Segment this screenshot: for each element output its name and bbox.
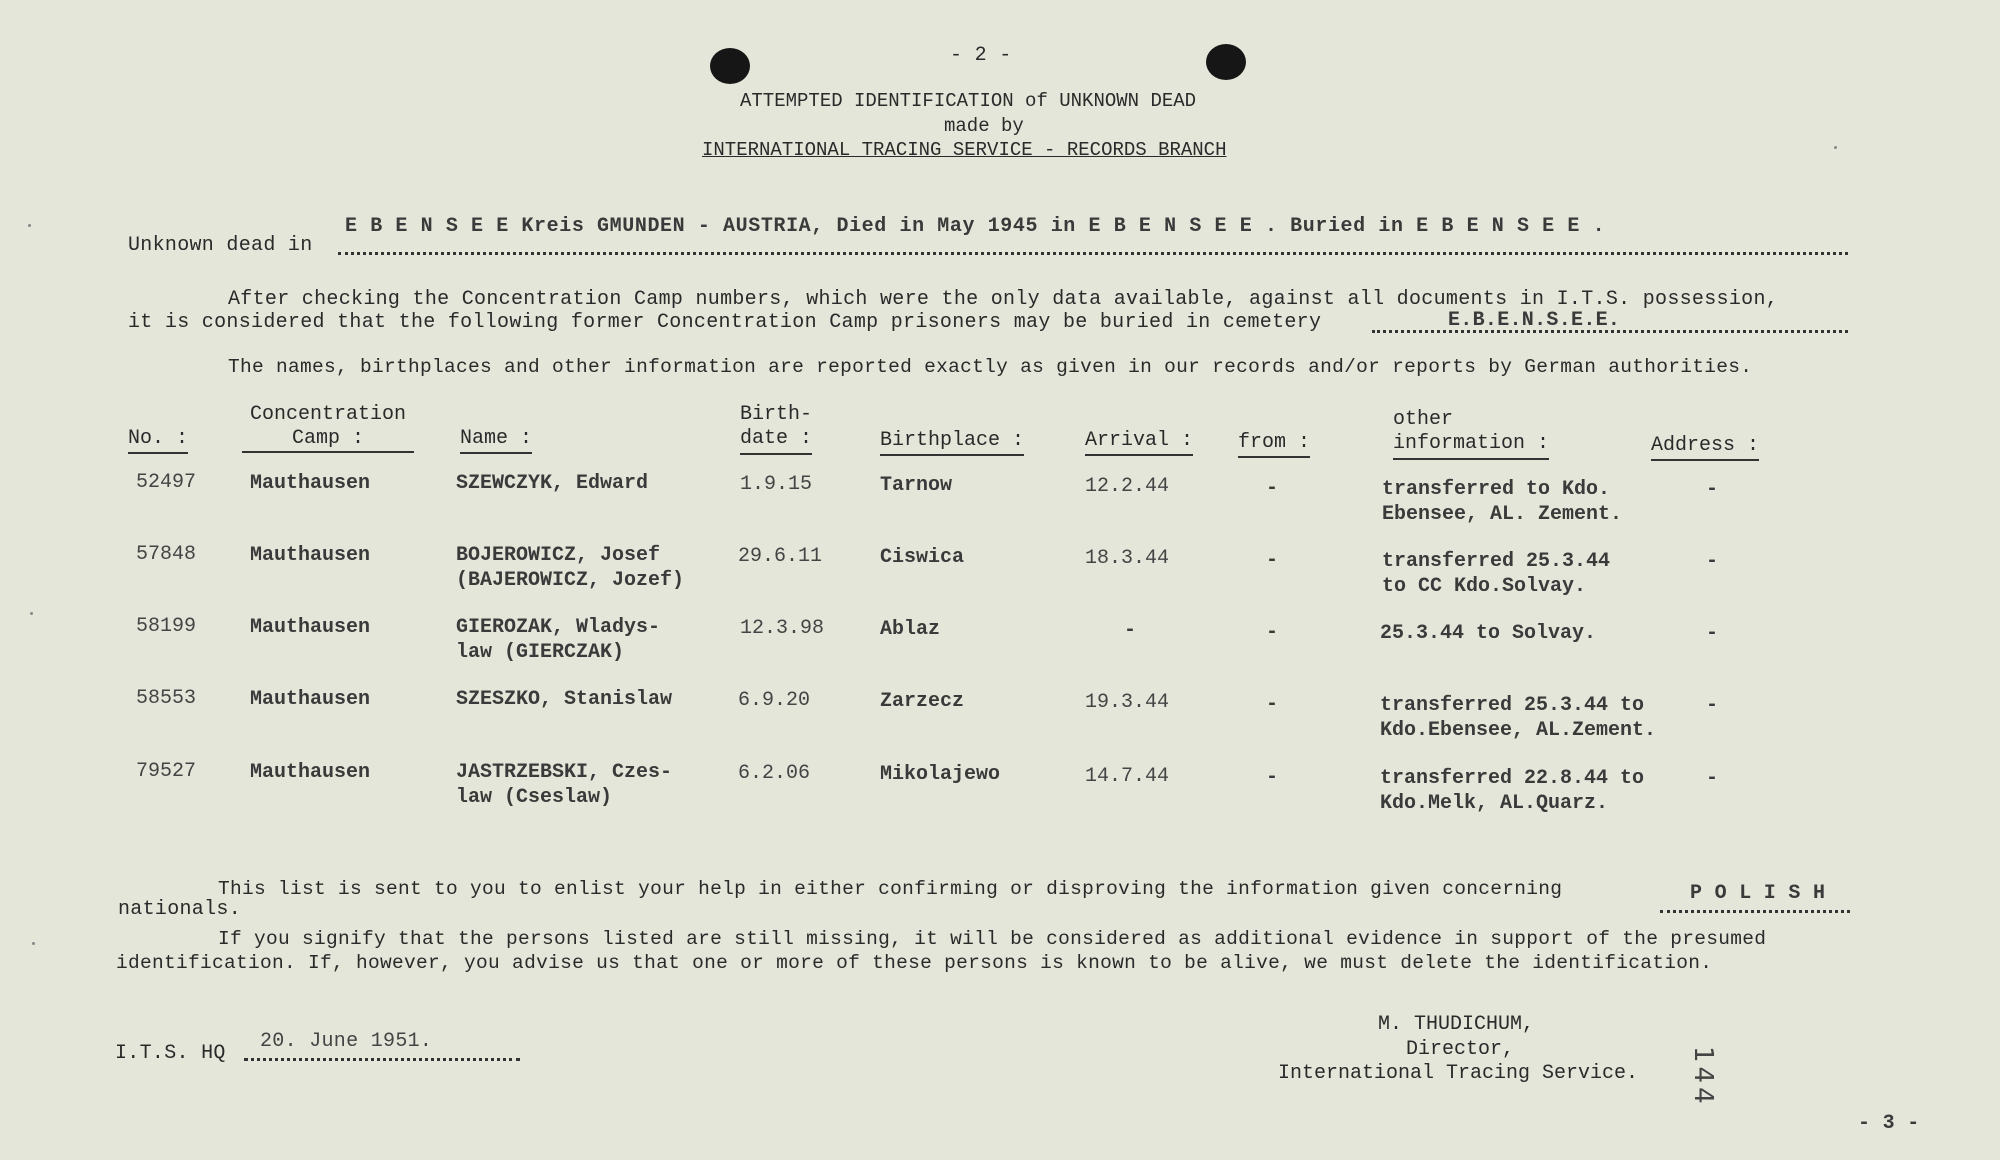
- cell-camp: Mauthausen: [250, 761, 371, 784]
- handwritten-stamp-number: 144: [1688, 1046, 1718, 1108]
- cell-name: SZESZKO, Stanislaw: [456, 688, 673, 711]
- cell-camp: Mauthausen: [250, 544, 371, 567]
- cell-from: -: [1266, 693, 1279, 716]
- cell-address: -: [1706, 478, 1719, 501]
- column-header-camp-top: Concentration: [249, 403, 407, 426]
- organization-heading: INTERNATIONAL TRACING SERVICE - RECORDS BRANCH: [702, 139, 1227, 161]
- punch-hole-left: [710, 48, 750, 84]
- column-header-other-top: other: [1393, 408, 1454, 431]
- cell-other-info: transferred to Kdo. Ebensee, AL. Zement.: [1382, 478, 1623, 526]
- signer-title: Director,: [1406, 1038, 1515, 1061]
- cell-address: -: [1706, 550, 1719, 573]
- column-header-arrival: Arrival :: [1085, 429, 1193, 456]
- column-header-address: Address :: [1651, 434, 1759, 461]
- column-header-birthdate: [740, 403, 812, 455]
- column-header-camp: [242, 403, 414, 453]
- margin-speck: [30, 612, 33, 615]
- closing-paragraph-2-line-2: identification. If, however, you advise us that one or more of these persons is known to be alive, we must delete the identification.: [116, 952, 1713, 974]
- cell-arrival: 12.2.44: [1085, 475, 1170, 498]
- signer-organization: International Tracing Service.: [1278, 1062, 1639, 1085]
- cell-arrival: 14.7.44: [1085, 765, 1170, 788]
- cell-arrival: 19.3.44: [1085, 691, 1170, 714]
- its-hq-label: I.T.S. HQ: [115, 1042, 226, 1065]
- cell-from: -: [1266, 477, 1279, 500]
- cell-other-info: transferred 25.3.44 to Kdo.Ebensee, AL.Zement.: [1380, 694, 1657, 742]
- margin-speck: [28, 224, 31, 227]
- column-header-other: [1393, 408, 1549, 460]
- letter-date: 20. June 1951.: [260, 1030, 433, 1053]
- column-header-birthdate-bottom: date :: [740, 427, 812, 455]
- dotted-fill-line: [1660, 910, 1850, 913]
- cell-camp: Mauthausen: [250, 472, 371, 495]
- cell-arrival: 18.3.44: [1085, 547, 1170, 570]
- cell-camp: Mauthausen: [250, 616, 371, 639]
- cell-birthdate: 1.9.15: [740, 473, 813, 496]
- burial-place-text: E B E N S E E Kreis GMUNDEN - AUSTRIA, Died in May 1945 in E B E N S E E . Buried in E B E N S E E .: [345, 215, 1606, 238]
- intro-line-1: After checking the Concentration Camp numbers, which were the only data available, against all documents in I.T.S. possession,: [228, 288, 1779, 311]
- column-header-other-bottom: information :: [1393, 432, 1549, 460]
- dotted-fill-line: [244, 1058, 520, 1061]
- column-header-birthdate-top: Birth-: [740, 403, 813, 426]
- signer-name: M. THUDICHUM,: [1378, 1013, 1535, 1036]
- dotted-fill-line: [338, 252, 1848, 255]
- cell-birthplace: Tarnow: [880, 474, 953, 497]
- cell-no: 57848: [136, 543, 197, 566]
- next-page-marker: - 3 -: [1858, 1112, 1920, 1135]
- cell-no: 52497: [136, 471, 197, 494]
- cell-address: -: [1706, 767, 1719, 790]
- made-by-label: made by: [944, 115, 1024, 137]
- column-header-from: from :: [1238, 431, 1310, 458]
- column-header-birthplace: Birthplace :: [880, 429, 1024, 456]
- cell-birthplace: Mikolajewo: [880, 763, 1001, 786]
- page-number: - 2 -: [950, 44, 1012, 67]
- cell-name: GIEROZAK, Wladys- law (GIERCZAK): [456, 616, 661, 664]
- margin-speck: [1834, 146, 1837, 149]
- cell-birthdate: 6.2.06: [738, 762, 811, 785]
- cell-arrival: -: [1124, 619, 1137, 642]
- column-header-camp-bottom: Camp :: [291, 427, 364, 450]
- intro-line-2: it is considered that the following former Concentration Camp prisoners may be buried in cemetery: [128, 311, 1322, 334]
- cell-no: 58553: [136, 687, 197, 710]
- cell-camp: Mauthausen: [250, 688, 371, 711]
- cell-no: 79527: [136, 760, 197, 783]
- cell-name: BOJEROWICZ, Josef (BAJEROWICZ, Jozef): [456, 544, 685, 592]
- closing-paragraph-1-line-2: nationals.: [118, 898, 242, 921]
- cell-address: -: [1706, 622, 1719, 645]
- closing-paragraph-1-line-1: This list is sent to you to enlist your help in either confirming or disproving the information given concerning: [218, 878, 1563, 900]
- column-header-no: No. :: [128, 427, 188, 454]
- nationality: P O L I S H: [1690, 882, 1826, 905]
- cell-birthdate: 6.9.20: [738, 689, 811, 712]
- cell-name: SZEWCZYK, Edward: [456, 472, 649, 495]
- column-header-name: Name :: [460, 427, 532, 454]
- closing-paragraph-2-line-1: If you signify that the persons listed are still missing, it will be considered as additional evidence in support of the presumed: [218, 928, 1767, 950]
- margin-speck: [32, 942, 35, 945]
- cemetery-name: E.B.E.N.S.E.E.: [1448, 309, 1621, 332]
- cell-name: JASTRZEBSKI, Czes- law (Cseslaw): [456, 761, 673, 809]
- cell-from: -: [1266, 549, 1279, 572]
- cell-other-info: transferred 22.8.44 to Kdo.Melk, AL.Quarz.: [1380, 767, 1645, 815]
- unknown-dead-label: Unknown dead in: [128, 234, 313, 257]
- cell-other-info: 25.3.44 to Solvay.: [1380, 622, 1597, 645]
- document-title: ATTEMPTED IDENTIFICATION of UNKNOWN DEAD: [740, 90, 1197, 112]
- cell-birthplace: Zarzecz: [880, 690, 965, 713]
- dotted-fill-line: [1372, 330, 1848, 333]
- cell-birthdate: 29.6.11: [738, 545, 823, 568]
- cell-birthplace: Ciswica: [880, 546, 965, 569]
- cell-address: -: [1706, 694, 1719, 717]
- punch-hole-right: [1206, 44, 1246, 80]
- cell-from: -: [1266, 621, 1279, 644]
- cell-birthplace: Ablaz: [880, 618, 941, 641]
- cell-no: 58199: [136, 615, 197, 638]
- cell-other-info: transferred 25.3.44 to CC Kdo.Solvay.: [1382, 550, 1611, 598]
- cell-from: -: [1266, 766, 1279, 789]
- cell-birthdate: 12.3.98: [740, 617, 825, 640]
- intro-line-3: The names, birthplaces and other information are reported exactly as given in our records and/or reports by German authorities.: [228, 356, 1753, 378]
